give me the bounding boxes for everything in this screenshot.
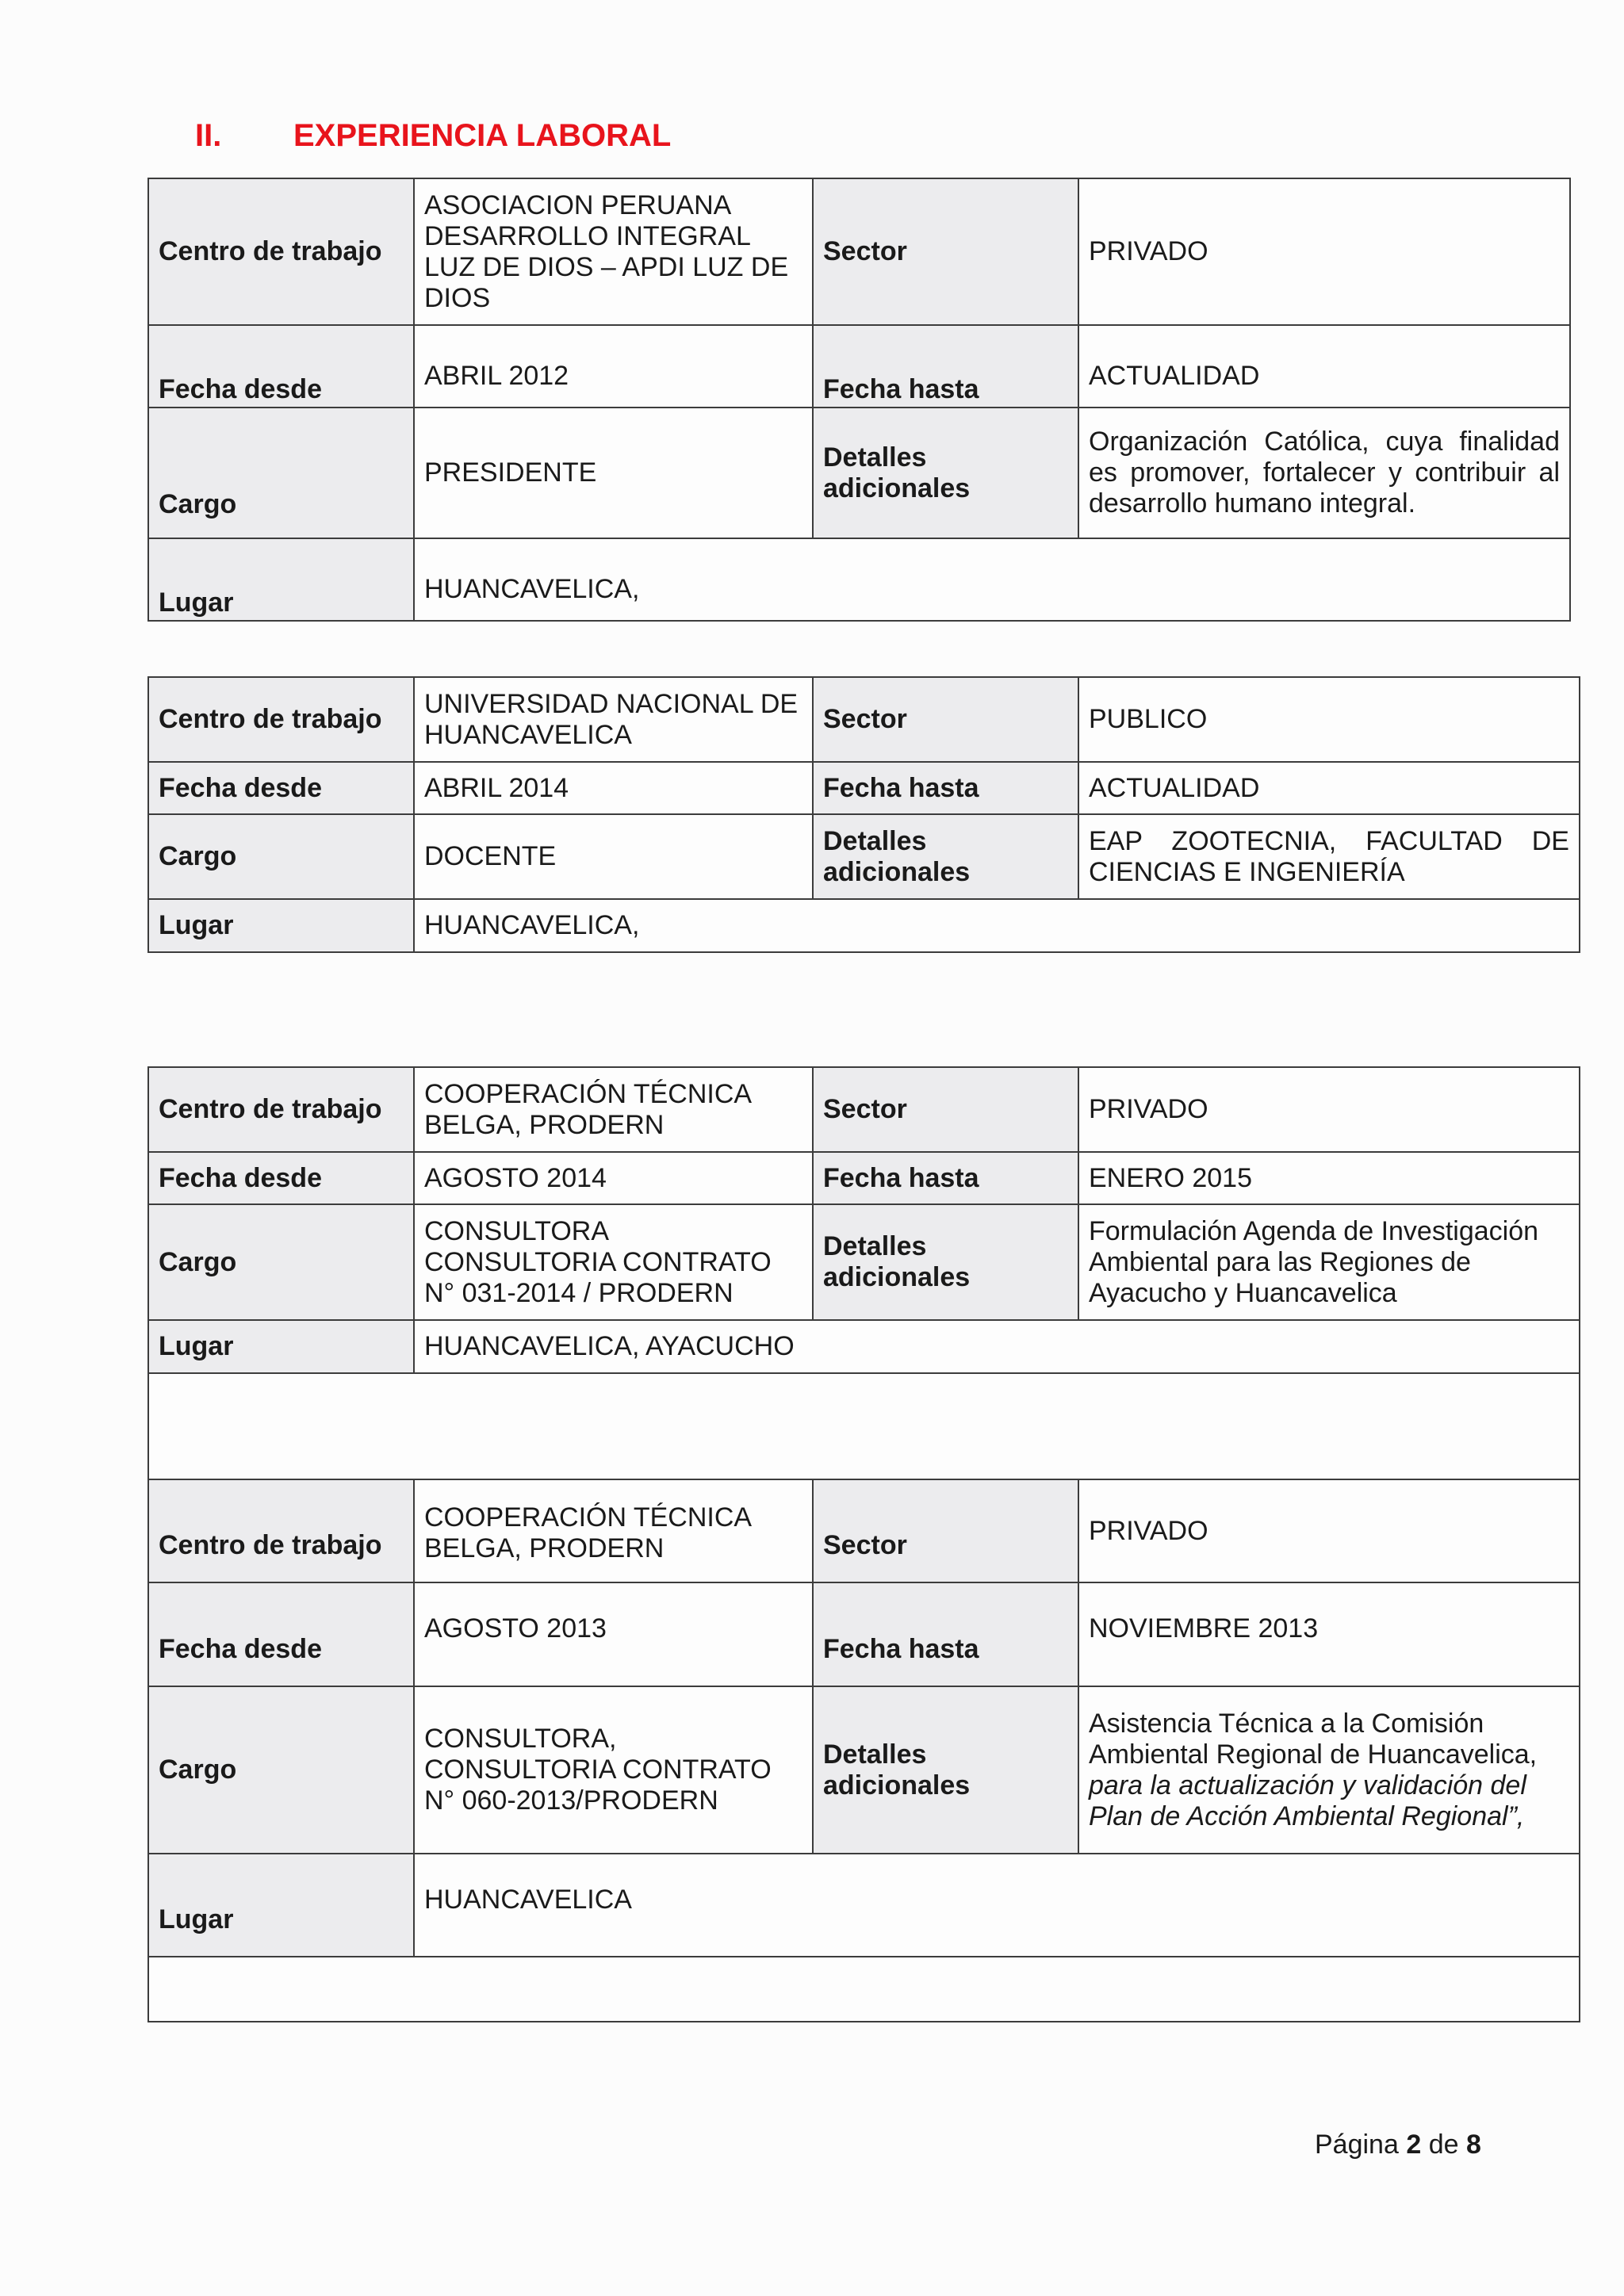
label-centro: Centro de trabajo [148, 677, 414, 762]
job-table [147, 1066, 1580, 2022]
page-word: Página [1315, 2130, 1399, 2160]
value-centro: ASOCIACION PERUANA DESARROLLO INTEGRAL LUZ DE DIOS – APDI LUZ DE DIOS [414, 178, 813, 325]
value-cargo: DOCENTE [414, 814, 813, 899]
table-row [148, 1479, 1580, 1582]
table-row [148, 325, 1570, 408]
table-row [148, 1320, 1580, 1373]
empty-cell [148, 1957, 1580, 2022]
table-row [148, 677, 1580, 762]
page-footer [1315, 2130, 1481, 2160]
value-lugar: HUANCAVELICA, [414, 538, 1570, 621]
label-fecha-desde: Fecha desde [148, 325, 414, 408]
label-fecha-desde: Fecha desde [148, 1152, 414, 1204]
table-row [148, 408, 1570, 538]
detalles-italic: para la actualización y validación del Plan de Acción Ambiental Regional”, [1089, 1770, 1526, 1831]
job-table [147, 676, 1580, 953]
table-row [148, 1067, 1580, 1152]
value-cargo: CONSULTORA, CONSULTORIA CONTRATO N° 060-2013/PRODERN [414, 1686, 813, 1854]
label-cargo: Cargo [148, 408, 414, 538]
of-word: de [1428, 2130, 1459, 2160]
value-detalles: Organización Católica, cuya finalidad es promover, fortalecer y contribuir al desarrollo humano integral. [1078, 408, 1570, 538]
value-fecha-desde: ABRIL 2012 [414, 325, 813, 408]
value-sector: PRIVADO [1078, 178, 1570, 325]
value-centro: COOPERACIÓN TÉCNICA BELGA, PRODERN [414, 1067, 813, 1152]
value-lugar: HUANCAVELICA [414, 1854, 1580, 1957]
table-row [148, 1152, 1580, 1204]
spacer-row [148, 1373, 1580, 1479]
label-fecha-hasta: Fecha hasta [813, 1582, 1078, 1686]
value-detalles [1078, 1686, 1580, 1854]
label-cargo: Cargo [148, 1204, 414, 1320]
value-lugar: HUANCAVELICA, AYACUCHO [414, 1320, 1580, 1373]
table-row [148, 1582, 1580, 1686]
label-detalles: Detalles adicionales [813, 1204, 1078, 1320]
label-centro: Centro de trabajo [148, 178, 414, 325]
value-sector: PRIVADO [1078, 1067, 1580, 1152]
table-row [148, 762, 1580, 814]
section-number: II. [195, 117, 222, 153]
spacer-row [148, 1957, 1580, 2022]
empty-cell [148, 1373, 1580, 1479]
label-cargo: Cargo [148, 814, 414, 899]
value-sector: PUBLICO [1078, 677, 1580, 762]
table-row [148, 814, 1580, 899]
table-row [148, 178, 1570, 325]
value-fecha-desde: ABRIL 2014 [414, 762, 813, 814]
section-title: EXPERIENCIA LABORAL [293, 117, 672, 153]
label-sector: Sector [813, 1067, 1078, 1152]
label-sector: Sector [813, 677, 1078, 762]
label-sector: Sector [813, 1479, 1078, 1582]
value-centro: COOPERACIÓN TÉCNICA BELGA, PRODERN [414, 1479, 813, 1582]
value-fecha-hasta: ACTUALIDAD [1078, 325, 1570, 408]
value-cargo: PRESIDENTE [414, 408, 813, 538]
label-detalles: Detalles adicionales [813, 408, 1078, 538]
value-detalles: Formulación Agenda de Investigación Ambiental para las Regiones de Ayacucho y Huancavelica [1078, 1204, 1580, 1320]
label-fecha-hasta: Fecha hasta [813, 762, 1078, 814]
value-fecha-desde: AGOSTO 2014 [414, 1152, 813, 1204]
value-sector: PRIVADO [1078, 1479, 1580, 1582]
label-sector: Sector [813, 178, 1078, 325]
section-heading [195, 116, 671, 155]
detalles-plain: Asistencia Técnica a la Comisión Ambiental Regional de Huancavelica, [1089, 1708, 1538, 1770]
table-row [148, 1854, 1580, 1957]
value-detalles: EAP ZOOTECNIA, FACULTAD DE CIENCIAS E INGENIERÍA [1078, 814, 1580, 899]
label-centro: Centro de trabajo [148, 1479, 414, 1582]
page-total: 8 [1465, 2130, 1481, 2160]
job-table [147, 178, 1571, 622]
label-detalles: Detalles adicionales [813, 814, 1078, 899]
value-fecha-hasta: ACTUALIDAD [1078, 762, 1580, 814]
value-fecha-hasta: NOVIEMBRE 2013 [1078, 1582, 1580, 1686]
label-lugar: Lugar [148, 1320, 414, 1373]
value-cargo: CONSULTORA CONSULTORIA CONTRATO N° 031-2014 / PRODERN [414, 1204, 813, 1320]
value-fecha-hasta: ENERO 2015 [1078, 1152, 1580, 1204]
value-centro: UNIVERSIDAD NACIONAL DE HUANCAVELICA [414, 677, 813, 762]
table-row [148, 538, 1570, 621]
label-fecha-hasta: Fecha hasta [813, 1152, 1078, 1204]
label-fecha-desde: Fecha desde [148, 1582, 414, 1686]
table-row [148, 1204, 1580, 1320]
label-lugar: Lugar [148, 899, 414, 952]
label-fecha-hasta: Fecha hasta [813, 325, 1078, 408]
value-lugar: HUANCAVELICA, [414, 899, 1580, 952]
table-row [148, 899, 1580, 952]
page-number: 2 [1406, 2130, 1422, 2160]
label-cargo: Cargo [148, 1686, 414, 1854]
label-lugar: Lugar [148, 1854, 414, 1957]
value-fecha-desde: AGOSTO 2013 [414, 1582, 813, 1686]
label-detalles: Detalles adicionales [813, 1686, 1078, 1854]
label-fecha-desde: Fecha desde [148, 762, 414, 814]
label-lugar: Lugar [148, 538, 414, 621]
table-row [148, 1686, 1580, 1854]
label-centro: Centro de trabajo [148, 1067, 414, 1152]
